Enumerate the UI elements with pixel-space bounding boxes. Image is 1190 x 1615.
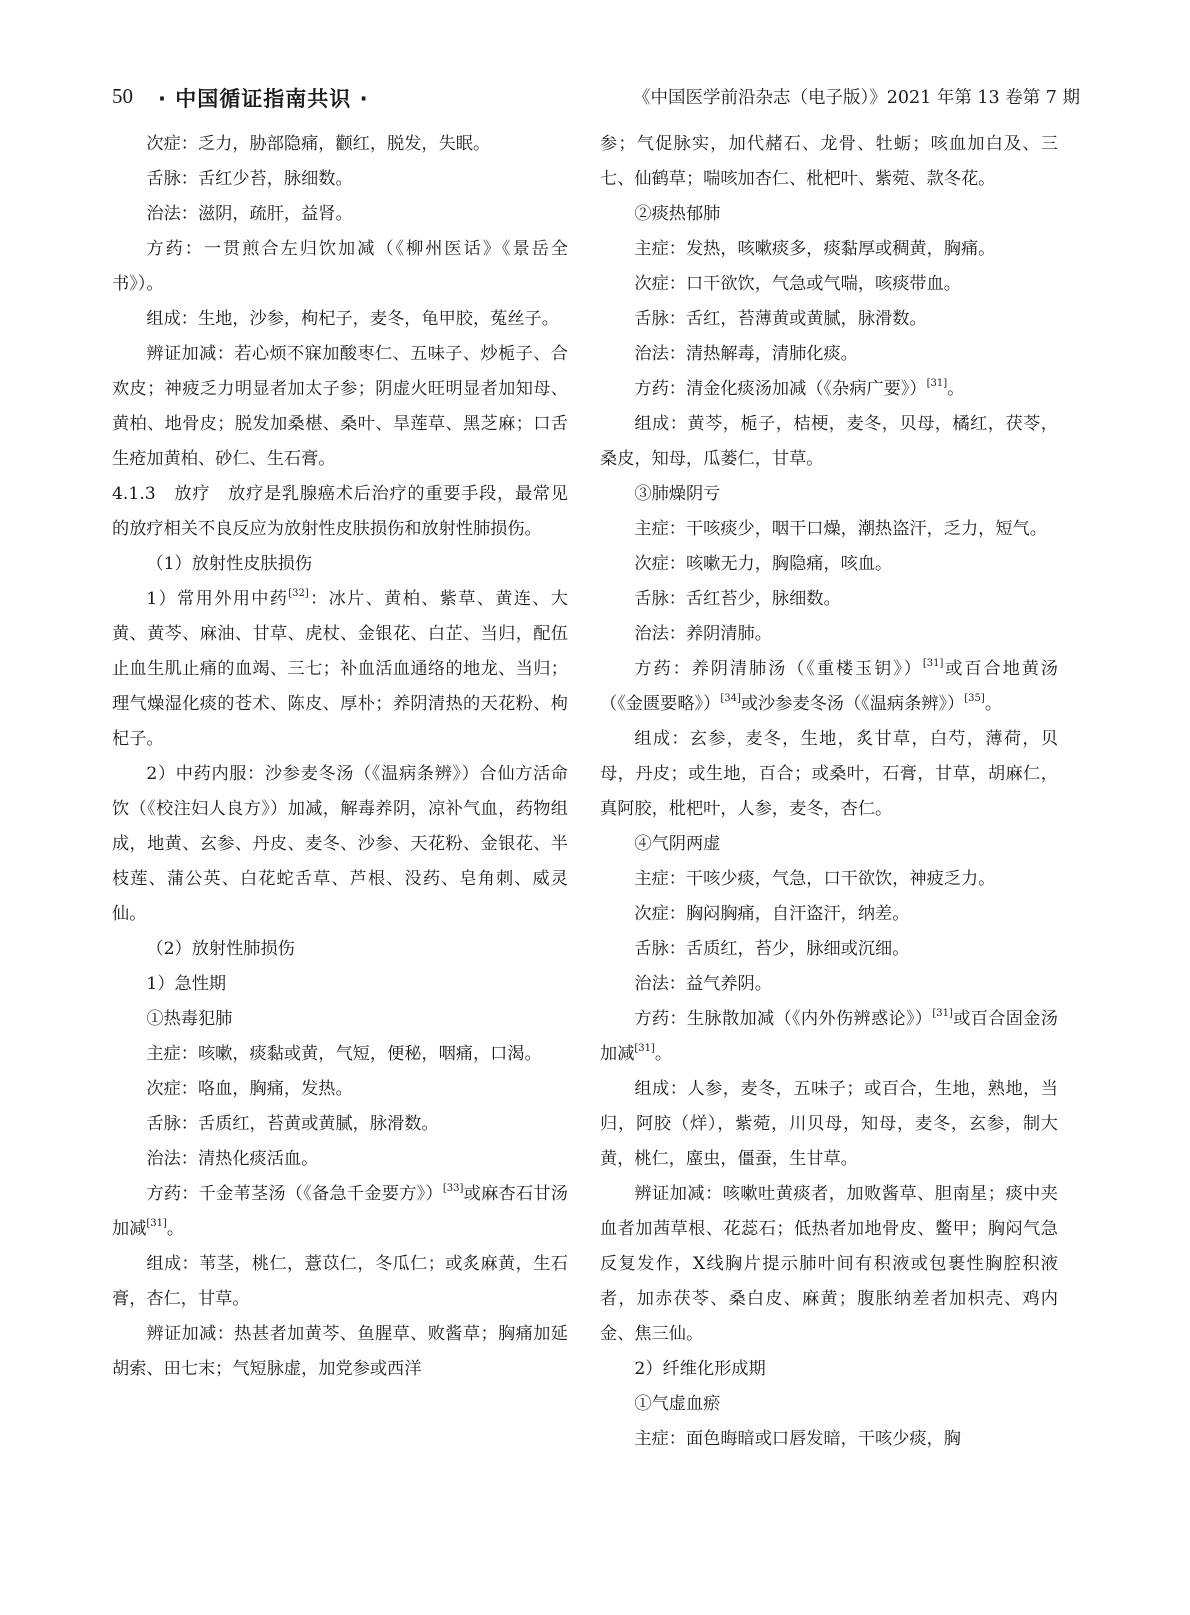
paragraph-text: 舌脉：舌红苔少，脉细数。 bbox=[634, 589, 841, 609]
paragraph bbox=[112, 757, 568, 932]
citation-ref: [32] bbox=[288, 588, 309, 599]
paragraph-text: 组成：黄芩，栀子，桔梗，麦冬，贝母，橘红，茯苓，桑皮，知母，瓜蒌仁，甘草。 bbox=[600, 414, 1058, 469]
page-header bbox=[112, 80, 1080, 116]
paragraph-text: 舌脉：舌质红，苔黄或黄腻，脉滑数。 bbox=[146, 1114, 439, 1134]
paragraph bbox=[112, 1037, 568, 1072]
paragraph-text: 方药：养阴清肺汤（《重楼玉钥》） bbox=[634, 659, 923, 679]
paragraph-text: 治法：清热解毒，清肺化痰。 bbox=[634, 344, 858, 364]
paragraph bbox=[600, 1352, 1058, 1387]
paragraph-text: 1）急性期 bbox=[146, 974, 227, 994]
paragraph bbox=[600, 722, 1058, 827]
paragraph bbox=[600, 267, 1058, 302]
paragraph bbox=[600, 477, 1058, 512]
paragraph bbox=[112, 1142, 568, 1177]
paragraph-text: 治法：益气养阴。 bbox=[634, 974, 772, 994]
paragraph bbox=[112, 477, 568, 547]
paragraph-text: 辨证加减：若心烦不寐加酸枣仁、五味子、炒栀子、合欢皮；神疲乏力明显者加太子参；阴虚火旺明显者加知母、黄柏、地骨皮；脱发加桑椹、桑叶、旱莲草、黑芝麻；口舌生疮加黄柏、砂仁、生石膏。 bbox=[112, 344, 568, 469]
paragraph-text: ①热毒犯肺 bbox=[146, 1009, 233, 1029]
paragraph-text: ①气虚血瘀 bbox=[634, 1394, 721, 1414]
paragraph bbox=[600, 897, 1058, 932]
paragraph bbox=[600, 1072, 1058, 1177]
paragraph bbox=[600, 652, 1058, 722]
paragraph bbox=[600, 1422, 1058, 1457]
citation-ref: [34] bbox=[720, 693, 741, 704]
paragraph bbox=[112, 932, 568, 967]
paragraph-text: 。 bbox=[166, 1219, 185, 1239]
paragraph-text: （2）放射性肺损伤 bbox=[146, 939, 295, 959]
paragraph bbox=[112, 1107, 568, 1142]
paragraph-text: （1）放射性皮肤损伤 bbox=[146, 554, 313, 574]
paragraph bbox=[600, 372, 1058, 407]
paragraph-text: 方药：生脉散加减（《内外伤辨惑论》） bbox=[634, 1009, 933, 1029]
paragraph-text: ③肺燥阴亏 bbox=[634, 484, 721, 504]
paragraph bbox=[112, 547, 568, 582]
paragraph-text: 或沙参麦冬汤（《温病条辨》） bbox=[740, 694, 965, 714]
paragraph-text: 舌脉：舌红，苔薄黄或黄腻，脉滑数。 bbox=[634, 309, 927, 329]
paragraph-text: 辨证加减：热甚者加黄芩、鱼腥草、败酱草；胸痛加延胡索、田七末；气短脉虚，加党参或西洋 bbox=[112, 1324, 568, 1379]
paragraph bbox=[600, 1002, 1058, 1072]
paragraph-text: 辨证加减：咳嗽吐黄痰者，加败酱草、胆南星；痰中夹血者加茜草根、花蕊石；低热者加地骨皮、鳖甲；胸闷气急反复发作，X线胸片提示肺叶间有积液或包裹性胸腔积液者，加赤茯苓、桑白皮、麻黄；腹胀纳差者加枳壳、鸡内金、焦三仙。 bbox=[600, 1184, 1058, 1344]
paragraph bbox=[600, 547, 1058, 582]
paragraph-text: 舌脉：舌质红，苔少，脉细或沉细。 bbox=[634, 939, 910, 959]
paragraph-text: 主症：面色晦暗或口唇发暗，干咳少痰，胸 bbox=[634, 1429, 961, 1449]
paragraph-text: 组成：人参，麦冬，五味子；或百合，生地，熟地，当归，阿胶（烊），紫菀，川贝母，知母，麦冬，玄参，制大黄，桃仁，䗪虫，僵蚕，生甘草。 bbox=[600, 1079, 1058, 1169]
paragraph bbox=[112, 337, 568, 477]
paragraph bbox=[112, 232, 568, 302]
paragraph-text: 次症：咳嗽无力，胸隐痛，咳血。 bbox=[634, 554, 893, 574]
paragraph-text: 方药：清金化痰汤加减（《杂病广要》） bbox=[634, 379, 927, 399]
paragraph-text: 参；气促脉实，加代赭石、龙骨、牡蛎；咳血加白及、三七、仙鹤草；喘咳加杏仁、枇杷叶、紫菀、款冬花。 bbox=[600, 134, 1058, 189]
paragraph-text: 方药：千金苇茎汤（《备急千金要方》） bbox=[146, 1184, 443, 1204]
left-column bbox=[112, 127, 568, 1387]
paragraph bbox=[600, 302, 1058, 337]
paragraph bbox=[600, 582, 1058, 617]
paragraph bbox=[112, 1072, 568, 1107]
paragraph bbox=[600, 512, 1058, 547]
paragraph-text: 方药：一贯煎合左归饮加减（《柳州医话》《景岳全书》）。 bbox=[112, 239, 568, 294]
paragraph-text: 组成：苇茎，桃仁，薏苡仁，冬瓜仁；或炙麻黄，生石膏，杏仁，甘草。 bbox=[112, 1254, 568, 1309]
paragraph bbox=[112, 162, 568, 197]
paragraph-text: ④气阴两虚 bbox=[634, 834, 721, 854]
journal-citation: 《中国医学前沿杂志（电子版）》2021 年第 13 卷第 7 期 bbox=[632, 88, 1080, 108]
paragraph-text: 主症：发热，咳嗽痰多，痰黏厚或稠黄，胸痛。 bbox=[634, 239, 996, 259]
citation-ref: [31] bbox=[634, 1043, 655, 1054]
paragraph-text: 2）纤维化形成期 bbox=[634, 1359, 766, 1379]
citation-ref: [35] bbox=[964, 693, 985, 704]
paragraph-text: 次症：咯血，胸痛，发热。 bbox=[146, 1079, 353, 1099]
paragraph-text: 舌脉：舌红少苔，脉细数。 bbox=[146, 169, 353, 189]
paragraph-text: 治法：滋阴，疏肝，益肾。 bbox=[146, 204, 353, 224]
paragraph bbox=[112, 197, 568, 232]
citation-ref: [31] bbox=[926, 378, 948, 389]
paragraph bbox=[112, 1247, 568, 1317]
paragraph bbox=[112, 1317, 568, 1387]
paragraph bbox=[600, 932, 1058, 967]
citation-ref: [31] bbox=[146, 1218, 167, 1229]
paragraph bbox=[112, 582, 568, 757]
paragraph bbox=[600, 127, 1058, 197]
paragraph-text: 1）常用外用中药 bbox=[146, 589, 289, 609]
paragraph-text: 或麻杏石甘汤加减 bbox=[112, 1184, 568, 1239]
paragraph bbox=[600, 1177, 1058, 1352]
page-number: 50 bbox=[112, 84, 133, 108]
paragraph-text: 次症：胸闷胸痛，自汗盗汗，纳差。 bbox=[634, 904, 910, 924]
citation-ref: [31] bbox=[932, 1008, 953, 1019]
paragraph-text: 治法：清热化痰活血。 bbox=[146, 1149, 319, 1169]
paragraph bbox=[600, 197, 1058, 232]
paragraph-text: 次症：口干欲饮，气急或气喘，咳痰带血。 bbox=[634, 274, 961, 294]
paragraph-text: 4.1.3 放疗 放疗是乳腺癌术后治疗的重要手段，最常见的放疗相关不良反应为放射性皮肤损伤和放射性肺损伤。 bbox=[112, 484, 568, 539]
paragraph-text: 主症：干咳痰少，咽干口燥，潮热盗汗，乏力，短气。 bbox=[634, 519, 1047, 539]
paragraph bbox=[112, 967, 568, 1002]
paragraph bbox=[112, 1002, 568, 1037]
paragraph-text: 或百合固金汤加减 bbox=[600, 1009, 1058, 1064]
paragraph bbox=[600, 827, 1058, 862]
paragraph-text: 。 bbox=[654, 1044, 673, 1064]
paragraph-text: 次症：乏力，胁部隐痛，颧红，脱发，失眠。 bbox=[146, 134, 491, 154]
paragraph-text: 组成：生地，沙参，枸杞子，麦冬，龟甲胶，菟丝子。 bbox=[146, 309, 559, 329]
citation-ref: [31] bbox=[922, 658, 944, 669]
journal-series-title: · 中国循证指南共识 · bbox=[158, 87, 369, 111]
paragraph bbox=[600, 862, 1058, 897]
paragraph bbox=[112, 1177, 568, 1247]
paragraph-text: 。 bbox=[984, 694, 1003, 714]
paragraph bbox=[112, 302, 568, 337]
paragraph bbox=[600, 232, 1058, 267]
paragraph-text: 主症：咳嗽，痰黏或黄，气短，便秘，咽痛，口渴。 bbox=[146, 1044, 542, 1064]
citation-ref: [33] bbox=[442, 1183, 464, 1194]
paragraph bbox=[600, 967, 1058, 1002]
paragraph-text: ②痰热郁肺 bbox=[634, 204, 721, 224]
paragraph-text: ：冰片、黄柏、紫草、黄连、大黄、黄芩、麻油、甘草、虎杖、金银花、白芷、当归，配伍止血生肌止痛的血竭、三七；补血活血通络的地龙、当归；理气燥湿化痰的苍术、陈皮、厚朴；养阴清热的天花粉、枸杞子。 bbox=[112, 589, 568, 749]
paragraph bbox=[600, 407, 1058, 477]
paragraph-text: 主症：干咳少痰，气急，口干欲饮，神疲乏力。 bbox=[634, 869, 996, 889]
paragraph bbox=[600, 337, 1058, 372]
paragraph-text: 组成：玄参，麦冬，生地，炙甘草，白芍，薄荷，贝母，丹皮；或生地，百合；或桑叶，石膏，甘草，胡麻仁，真阿胶，枇杷叶，人参，麦冬，杏仁。 bbox=[600, 729, 1058, 819]
paragraph-text: 2）中药内服：沙参麦冬汤（《温病条辨》）合仙方活命饮（《校注妇人良方》）加减，解毒养阴，凉补气血，药物组成，地黄、玄参、丹皮、麦冬、沙参、天花粉、金银花、半枝莲、蒲公英、白花蛇舌草、芦根、没药、皂角刺、威灵仙。 bbox=[112, 764, 568, 924]
paragraph bbox=[600, 617, 1058, 652]
right-column bbox=[600, 127, 1058, 1457]
paragraph-text: 或百合地黄汤（《金匮要略》） bbox=[600, 659, 1058, 714]
paragraph bbox=[112, 127, 568, 162]
paragraph-text: 。 bbox=[947, 379, 965, 399]
paragraph bbox=[600, 1387, 1058, 1422]
paragraph-text: 治法：养阴清肺。 bbox=[634, 624, 772, 644]
